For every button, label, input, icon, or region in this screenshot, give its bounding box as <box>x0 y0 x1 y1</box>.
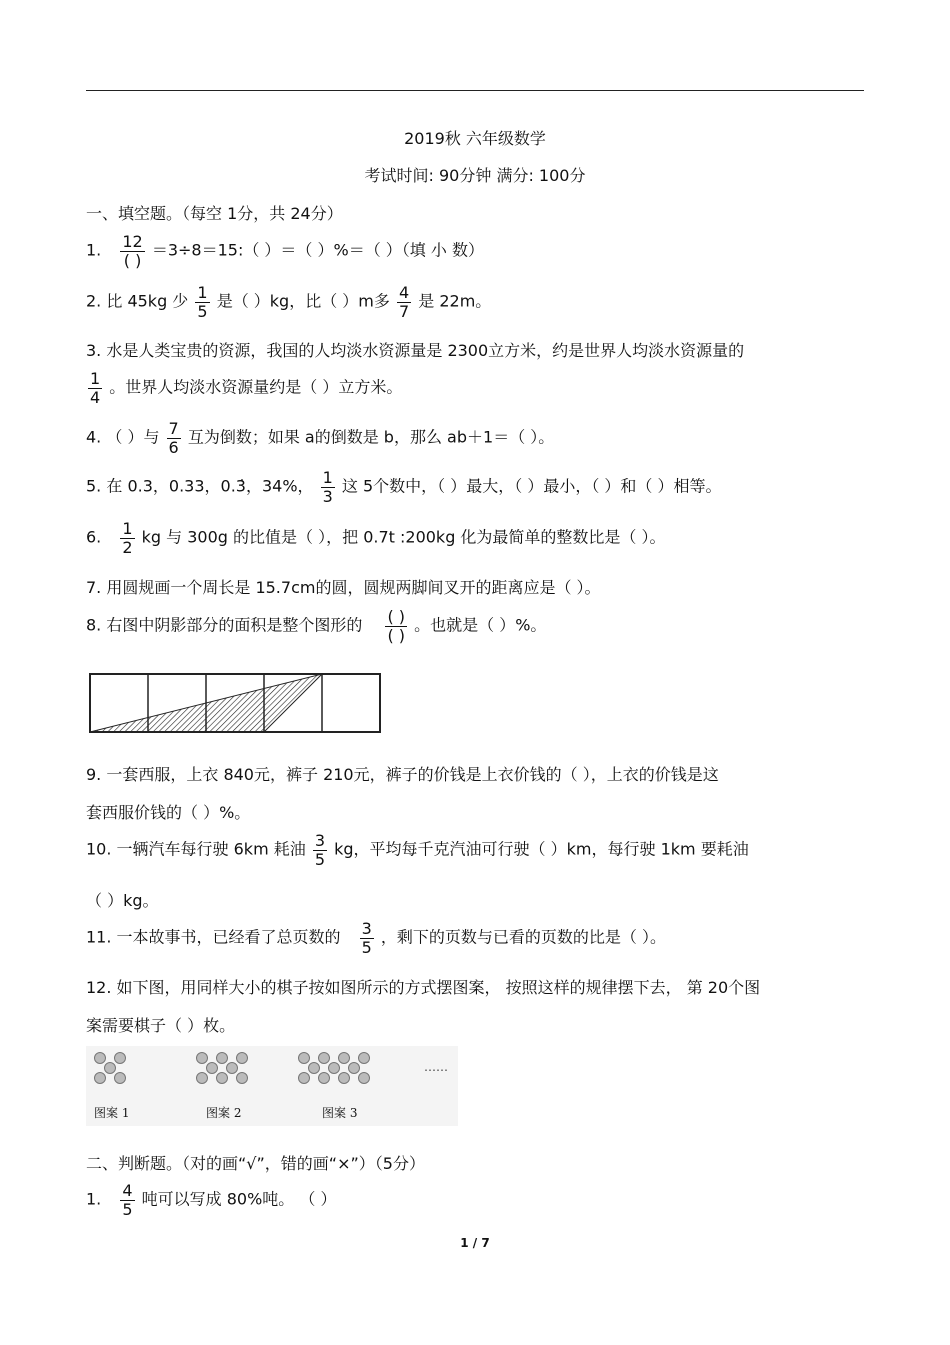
page-number: 1 / 7 <box>460 1236 490 1250</box>
fraction: $\frac{1}{4}$ <box>90 369 101 407</box>
pattern-label-2: 图案 2 <box>206 1106 242 1120</box>
fraction: $\frac{3}{5}$ <box>361 919 372 957</box>
question-12-line1: 12. 如下图，用同样大小的棋子按如图所示的方式摆图案， 按照这样的规律摆下去， 第 20个图 <box>86 978 761 997</box>
fraction: $\frac{12}{( )}$ <box>122 232 143 270</box>
page-title: 2019秋 六年级数学 <box>404 129 546 148</box>
question-10-line2: （ ）kg。 <box>86 891 159 910</box>
question-3-line1: 3. 水是人类宝贵的资源，我国的人均淡水资源量是 2300立方米，约是世界人均淡水资源量的 <box>86 341 745 360</box>
question-4: 4. （ ）与 $\frac{7}{6}$ 互为倒数；如果 a的倒数是 b，那么 ab＋1＝（ ）。 <box>86 419 555 457</box>
section2-heading: 二、判断题。（对的画“√”，错的画“×”）（5分） <box>86 1154 425 1173</box>
question-5: 5. 在 0.3，0.33，0.3̇，34%， $\frac{1}{3}$ 这 5个数中，（ ）最大，（ ）最小，（ ）和（ ）相等。 <box>86 468 722 506</box>
question-7: 7. 用圆规画一个周长是 15.7cm的圆，圆规两脚间叉开的距离应是（ ）。 <box>86 578 601 597</box>
question-3-line2: $\frac{1}{4}$ 。世界人均淡水资源量约是（ ）立方米。 <box>90 369 403 407</box>
question-6: 6. $\frac{1}{2}$ kg 与 300g 的比值是（ ），把 0.7t :200kg 化为最简单的整数比是（ ）。 <box>86 519 666 557</box>
question-8: 8. 右图中阴影部分的面积是整个图形的 $\frac{( )}{( )}$ 。也就是（ ）%。 <box>86 607 547 645</box>
question-12-line2: 案需要棋子（ ）枚。 <box>86 1016 236 1035</box>
pattern-label-1: 图案 1 <box>94 1106 130 1120</box>
fraction: $\frac{4}{5}$ <box>122 1181 133 1219</box>
top-rule <box>86 90 864 91</box>
question-11: 11. 一本故事书，已经看了总页数的 $\frac{3}{5}$ ，剩下的页数与已看的页数的比是（ ）。 <box>86 919 667 957</box>
chess-pattern-figure <box>86 1046 458 1126</box>
section1-heading: 一、填空题。（每空 1分，共 24分） <box>86 204 343 223</box>
question-1: 1. $\frac{12}{( )}$ ＝3÷8＝15:（ ）＝（ ）%＝（ ）（填 小 数） <box>86 232 484 270</box>
question-2: 2. 比 45kg 少 $\frac{1}{5}$ 是（ ）kg，比（ ）m多 $\frac{4}{7}$ 是 22m。 <box>86 283 492 321</box>
fraction: $\frac{1}{5}$ <box>197 283 208 321</box>
fraction: $\frac{1}{3}$ <box>322 468 333 506</box>
judge-question-1: 1. $\frac{4}{5}$ 吨可以写成 80%吨。 （ ） <box>86 1181 337 1219</box>
question-10-line1: 10. 一辆汽车每行驶 6km 耗油 $\frac{3}{5}$ kg，平均每千克汽油可行驶（ ）km，每行驶 1km 要耗油 <box>86 831 749 869</box>
fraction: $\frac{3}{5}$ <box>314 831 326 869</box>
exam-info: 考试时间: 90分钟 满分: 100分 <box>364 166 586 185</box>
pattern-circles <box>86 1046 458 1126</box>
pattern-label-3: 图案 3 <box>322 1106 358 1120</box>
question-9-line1: 9. 一套西服，上衣 840元，裤子 210元，裤子的价钱是上衣价钱的（ ），上衣的价钱是这 <box>86 765 719 784</box>
fraction: $\frac{( )}{( )}$ <box>387 607 406 645</box>
fraction: $\frac{4}{7}$ <box>398 283 410 321</box>
fraction: $\frac{7}{6}$ <box>168 419 179 457</box>
shaded-rectangle-figure <box>88 672 382 734</box>
pattern-ellipsis: …… <box>424 1060 448 1074</box>
question-9-line2: 套西服价钱的（ ）%。 <box>86 803 251 822</box>
fraction: $\frac{1}{2}$ <box>122 519 133 557</box>
